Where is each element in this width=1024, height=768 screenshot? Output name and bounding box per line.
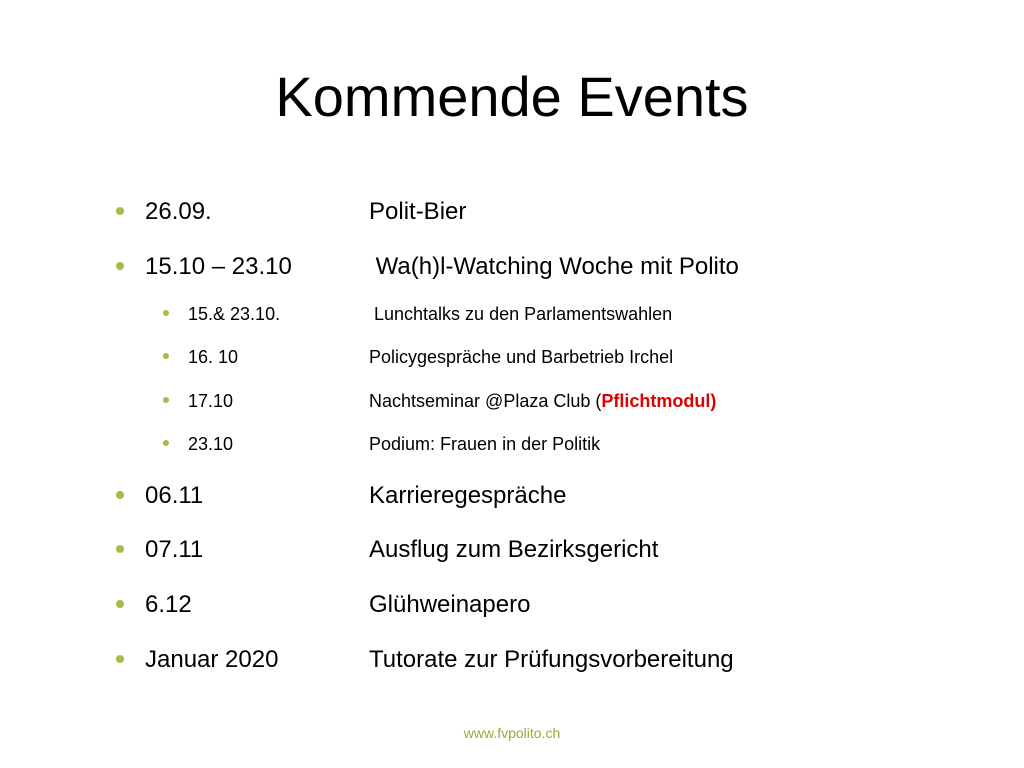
event-description: Karrieregespräche xyxy=(369,482,567,509)
bullet-icon xyxy=(163,310,169,316)
bullet-icon xyxy=(116,207,124,215)
footer-link[interactable]: www.fvpolito.ch xyxy=(463,725,561,741)
event-description: Ausflug zum Bezirksgericht xyxy=(369,536,659,563)
event-description-text: Nachtseminar @Plaza Club ( xyxy=(369,391,602,411)
event-date: 16. 10 xyxy=(188,347,239,367)
event-description: Polit-Bier xyxy=(369,198,467,225)
bullet-icon xyxy=(163,440,169,446)
event-description: Wa(h)l-Watching Woche mit Polito xyxy=(369,253,739,280)
event-date: 06.11 xyxy=(145,482,204,509)
event-date: 15.10 – 23.10 xyxy=(145,253,292,280)
event-description: Glühweinapero xyxy=(369,591,531,618)
bullet-icon xyxy=(116,655,124,663)
bullet-icon xyxy=(116,262,124,270)
bullet-icon xyxy=(116,491,124,499)
event-date: 23.10 xyxy=(188,434,234,454)
event-date: 6.12 xyxy=(145,591,192,618)
event-date: 07.11 xyxy=(145,536,204,563)
bullet-icon xyxy=(163,397,169,403)
event-date: 17.10 xyxy=(188,391,234,411)
event-date: Januar 2020 xyxy=(145,646,279,673)
event-description xyxy=(369,390,716,412)
event-date: 15.& 23.10. xyxy=(188,304,281,324)
event-description: Lunchtalks zu den Parlamentswahlen xyxy=(369,304,673,324)
event-date: 26.09. xyxy=(145,198,212,225)
bullet-icon xyxy=(116,545,124,553)
slide-title: Kommende Events xyxy=(275,65,749,128)
mandatory-module-label: Pflichtmodul) xyxy=(601,391,717,411)
event-description: Podium: Frauen in der Politik xyxy=(369,434,601,454)
bullet-icon xyxy=(163,353,169,359)
bullet-icon xyxy=(116,600,124,608)
event-description: Tutorate zur Prüfungsvorbereitung xyxy=(369,646,734,673)
event-description: Policygespräche und Barbetrieb Irchel xyxy=(369,347,674,367)
